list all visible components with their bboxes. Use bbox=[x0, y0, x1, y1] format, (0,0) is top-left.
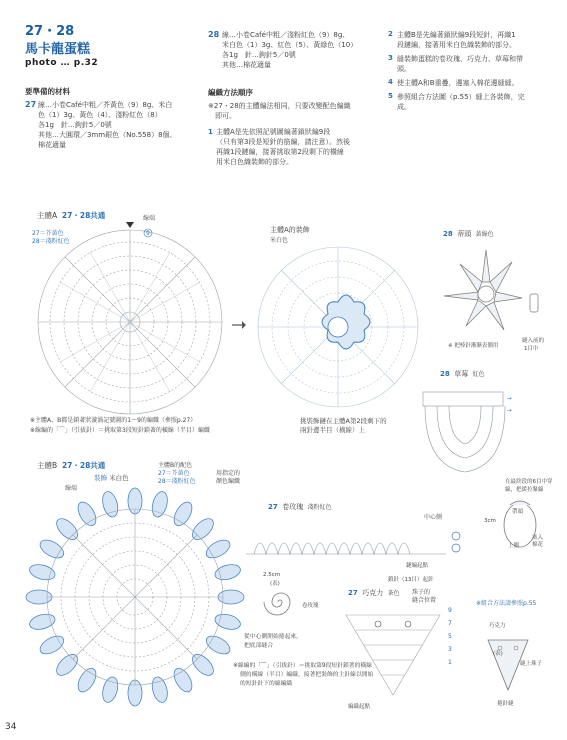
bodyB-petal bbox=[74, 665, 99, 695]
step-2-line-1: 主體B是先編著鎖狀編9段短針，再織1 bbox=[397, 31, 516, 39]
strawberry-label-size: 3cm bbox=[484, 518, 496, 524]
bodyB-start-label: 線端 bbox=[65, 485, 78, 492]
item28-number: 28 bbox=[208, 30, 220, 39]
step-3-number: 3 bbox=[388, 54, 393, 62]
strawberry-label-stem: 帶頭 bbox=[512, 509, 524, 515]
bodyB-petal bbox=[213, 562, 242, 582]
rose-title: 27 卷玫瑰 淺粉紅色 bbox=[268, 503, 332, 511]
choco-row-9: 9 bbox=[448, 607, 452, 614]
bodyB-note-2: 側的橫線（半目）編織，接著把裝飾的主針線以開始 bbox=[240, 672, 374, 678]
choco-title: 27 巧克力 茶色 bbox=[348, 589, 400, 597]
step-5-line-1: 參照組合方法圖（p.55）縫上各裝飾，完 bbox=[397, 93, 525, 101]
item27-line-2: 色（1）3g、黃色（4）、淺粉紅色（8） bbox=[38, 111, 162, 119]
bodyA-chart bbox=[30, 222, 230, 422]
step-1-line-2: （只有第3段是短針的筋編，請注意）。然後 bbox=[216, 138, 350, 146]
pattern-number: 27・28 bbox=[25, 24, 75, 39]
rose-center-label: 中心側 bbox=[424, 514, 443, 521]
choco-mini-bead: 縫上珠子 bbox=[520, 661, 543, 667]
step-3-line-2: 頭。 bbox=[397, 65, 411, 73]
bodyB-petal bbox=[203, 536, 233, 561]
item27-line-4: 其他…大圓環／3mm銀色（No.558）8個、 bbox=[38, 131, 177, 139]
bodyA-deco-title: 主體A的裝飾 bbox=[270, 226, 310, 234]
item28-line-2: 米白色（1）3g、紅色（5）、黃綠色（10） bbox=[222, 41, 358, 49]
rose-note-2: 把底部縫合 bbox=[244, 643, 273, 649]
choco-chart bbox=[338, 600, 448, 700]
choco-mini-whip: 捲針縫 bbox=[497, 701, 514, 707]
item27-line-1: 線…小卷Café中粗／芥黃色（9）8g、米白 bbox=[38, 101, 173, 109]
stem-note: ※ 把棒針漸漸表側用 bbox=[448, 343, 499, 349]
choco-ref: ※組合方法請參照p.55 bbox=[476, 600, 537, 607]
choco-row-1: 1 bbox=[448, 659, 452, 666]
step-1-line-1: 主體A是先依照記號圖編著鎖狀編9段 bbox=[216, 128, 331, 136]
item27-number: 27 bbox=[25, 100, 37, 109]
step-1-line-4: 用米白色織裝飾的部分。 bbox=[216, 158, 293, 166]
step-3-line-1: 縫裝飾蛋糕的卷玫瑰、巧克力、草莓和帶 bbox=[397, 55, 523, 63]
item27-line-5: 棉花適量 bbox=[38, 141, 66, 149]
strawberry-title: 28 草莓 紅色 bbox=[440, 370, 485, 378]
rose-front: (表) bbox=[270, 581, 280, 587]
bodyB-petal bbox=[170, 665, 195, 695]
item28-line-1: 線…小卷Café中粗／淺粉紅色（9）8g、 bbox=[222, 31, 350, 39]
note-2: ※線編的「⌒」（引拔針）＝挑取第3段短針鎖著的橫線（半目）編織 bbox=[30, 427, 210, 434]
item27-line-3: 各1g 針…鉤針5／0號 bbox=[38, 121, 112, 129]
bodyB-petal bbox=[170, 499, 195, 529]
bodyA-deco-note-2: 兩針邊半目（橫線）上 bbox=[300, 426, 365, 434]
bodyB-legend-note: 用指定的 顏色編織 bbox=[216, 470, 241, 485]
rose-chain-start: 鏈編起點 bbox=[406, 563, 429, 569]
photo-reference: photo … p.32 bbox=[25, 58, 99, 68]
step-2-number: 2 bbox=[388, 30, 393, 38]
bodyA-deco-color: 米白色 bbox=[270, 237, 289, 244]
bodyA-legend-27: 27＝芥黃色 bbox=[32, 230, 64, 237]
rose-chart bbox=[246, 518, 466, 568]
method-note-2: 即可。 bbox=[215, 112, 236, 120]
bodyA-row-9: 9 bbox=[146, 230, 150, 237]
pattern-title: 馬卡龍蛋糕 bbox=[25, 42, 91, 57]
strawberry-note-2: 線，把緩拉緊線 bbox=[505, 487, 544, 493]
choco-row-3: 3 bbox=[448, 646, 452, 653]
choco-row-5: 5 bbox=[448, 633, 452, 640]
stem-side-note-2: 1目中 bbox=[524, 346, 539, 352]
rose-icon bbox=[255, 580, 305, 625]
stem-chart bbox=[430, 242, 550, 342]
svg-text:→: → bbox=[507, 408, 512, 414]
bodyB-petal bbox=[28, 562, 57, 582]
bodyB-chart bbox=[25, 487, 245, 707]
strawberry-chart bbox=[415, 382, 525, 482]
bodyA-start-label: 線端 bbox=[143, 215, 156, 222]
bodyB-deco-label: 裝飾 米白色 bbox=[94, 474, 129, 482]
method-note-1: ※27・28的主體編法相同，只要改變配色編織 bbox=[208, 102, 351, 110]
materials-heading: 要準備的材料 bbox=[25, 87, 70, 96]
choco-mini-front: (表) bbox=[493, 651, 503, 657]
step-2-line-2: 段鏈編，接著用米白色織裝飾的部分。 bbox=[397, 41, 516, 49]
bodyB-petal bbox=[213, 612, 242, 632]
bodyA-deco-note-1: 挑裝飾鏈在主體A第2段剩下的 bbox=[300, 417, 387, 425]
bodyB-petal bbox=[100, 490, 120, 519]
bodyB-note-3: 的短針針下的線編織 bbox=[240, 681, 293, 687]
bodyA-legend-28: 28＝淺粉紅色 bbox=[32, 238, 70, 245]
page-number: 34 bbox=[5, 722, 17, 732]
rose-label: 卷玫瑰 bbox=[302, 603, 319, 609]
step-5-number: 5 bbox=[388, 92, 393, 100]
choco-bead-label: 珠子的 縫合位置 bbox=[412, 589, 437, 604]
choco-row-7: 7 bbox=[448, 620, 452, 627]
choco-start: 編織起點 bbox=[348, 704, 371, 710]
bodyB-petal bbox=[28, 612, 57, 632]
stem-title: 28 蒂頭 黃綠色 bbox=[443, 230, 494, 238]
bodyA-title: 主體A 27・28共通 bbox=[37, 211, 106, 220]
bodyB-petal bbox=[37, 632, 67, 657]
step-5-line-2: 成。 bbox=[397, 103, 411, 111]
bodyB-petal bbox=[37, 536, 67, 561]
strawberry-label-stuff: 塞入 棉花 bbox=[532, 535, 544, 548]
stem-side-note-1: 縫入前的 bbox=[522, 338, 545, 344]
bodyB-note-1: ※線編的「⌒」（引拔針）＝挑取第9段短針鎖著的橫線 bbox=[233, 663, 372, 669]
step-1-number: 1 bbox=[208, 128, 213, 136]
item28-line-3: 各1g 針…鉤針5／0號 bbox=[222, 51, 296, 59]
rose-size: 2.5cm bbox=[263, 572, 281, 578]
choco-mini-label: 巧克力 bbox=[489, 623, 506, 629]
strawberry-label-top: 上側 bbox=[508, 543, 520, 549]
step-1-line-3: 再織1段鏈編，接著挑取第2段剩下的橫線 bbox=[216, 148, 344, 156]
bodyB-petal bbox=[100, 675, 120, 704]
note-1: ※主體A、B都是鎖著狀漩渦記號圖的1～9的編織（參照p.27） bbox=[30, 417, 197, 424]
arrow-right-icon bbox=[232, 320, 246, 330]
bodyB-petal bbox=[203, 632, 233, 657]
bodyB-petal bbox=[74, 499, 99, 529]
rose-note-1: 從中心側開始捲起來， bbox=[244, 634, 302, 640]
bodyA-deco-chart bbox=[253, 242, 423, 412]
bodyB-title: 主體B 27・28共通 bbox=[37, 461, 106, 470]
rose-chain-count: 鎖針（13目）起針 bbox=[388, 577, 434, 583]
bodyB-petal bbox=[150, 490, 170, 519]
method-heading: 編織方法順序 bbox=[208, 88, 253, 97]
step-4-line-1: 使主體A和B重疊，邊塞入棉花邊縫縫。 bbox=[397, 79, 519, 87]
bodyB-legend: 主體B的配色 27＝芥黃色 28＝淺粉紅色 bbox=[158, 462, 196, 485]
strawberry-note-1: 在最終段的6目中穿 bbox=[505, 479, 553, 485]
step-4-number: 4 bbox=[388, 78, 393, 86]
svg-text:→: → bbox=[507, 396, 512, 402]
item28-line-4: 其他…棉花適量 bbox=[222, 61, 271, 69]
bodyB-petal bbox=[150, 675, 170, 704]
